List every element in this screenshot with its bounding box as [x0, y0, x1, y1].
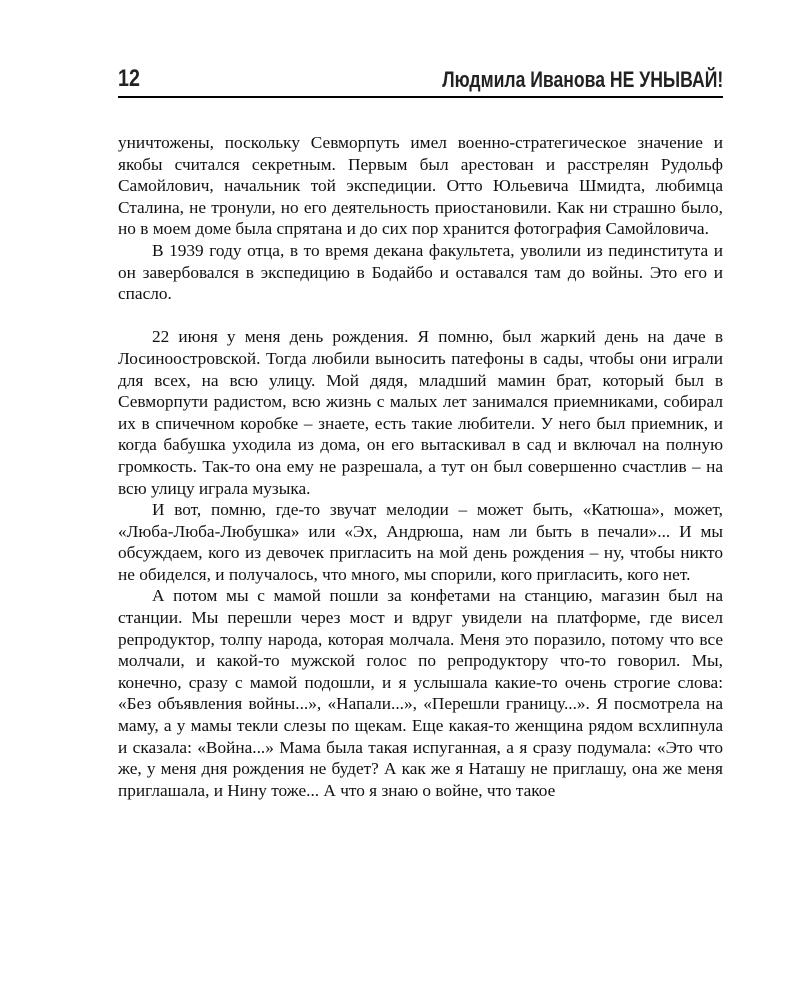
paragraph: уничтожены, поскольку Севморпуть имел военно-стратегическое значение и якобы считался секретным. Первым был арестован и расстрелян Рудольф Самойлович, начальник той экспедиции. Отто Юльевича Шмидта, любимца Сталина, не тронули, но его деятельность приостановили. Как ни страшно было, но в моем доме была спрятана и до сих пор хранится фотография Самойловича. [118, 133, 723, 239]
page-text [118, 132, 723, 801]
page-number: 12 [118, 65, 140, 92]
running-title: Людмила Иванова НЕ УНЫВАЙ! [442, 67, 723, 92]
paragraph: 22 июня у меня день рождения. Я помню, был жаркий день на даче в Лосиноостровской. Тогда любили выносить патефоны в сады, чтобы они играли для всех, на всю улицу. Мой дядя, младший мамин брат, который был в Севморпути радистом, всю жизнь с малых лет занимался приемниками, собирал их в спичечном коробке – знаете, есть такие любители. У него был приемник, и когда бабушка уходила из дома, он его вытаскивал в сад и включал на полную громкость. Так-то она ему не разрешала, а тут он был совершенно счастлив – на всю улицу играла музыка. [118, 327, 723, 498]
running-header [118, 66, 723, 98]
paragraph: В 1939 году отца, в то время декана факультета, уволили из пединститута и он завербовался в экспедицию в Бодайбо и оставался там до войны. Это его и спасло. [118, 240, 723, 304]
paragraph: А потом мы с мамой пошли за конфетами на станцию, магазин был на станции. Мы перешли через мост и вдруг увидели на платформе, где висел репродуктор, толпу народа, которая молчала. Меня это поразило, потому что все молчали, и какой-то мужской голос по репродуктору что-то говорил. Мы, конечно, сразу с мамой подошли, и я услышала какие-то очень строгие слова: «Без объявления войны...», «Напали...», «Перешли границу...». Я посмотрела на маму, а у мамы текли слезы по щекам. Еще какая-то женщина рядом всхлипнула и сказала: «Война...» Мама была такая испуганная, а я сразу подумала: «Это что же, у меня дня рождения не будет? А как же я Наташу не приглашу, она же меня приглашала, и Нину тоже... А что я знаю о войне, что такое [118, 586, 723, 800]
paragraph: И вот, помню, где-то звучат мелодии – может быть, «Катюша», может, «Люба-Люба-Любушка» или «Эх, Андрюша, нам ли быть в печали»... И мы обсуждаем, кого из девочек пригласить на мой день рождения – ну, чтобы никто не обиделся, и получалось, что много, мы спорили, кого пригласить, кого нет. [118, 500, 723, 584]
